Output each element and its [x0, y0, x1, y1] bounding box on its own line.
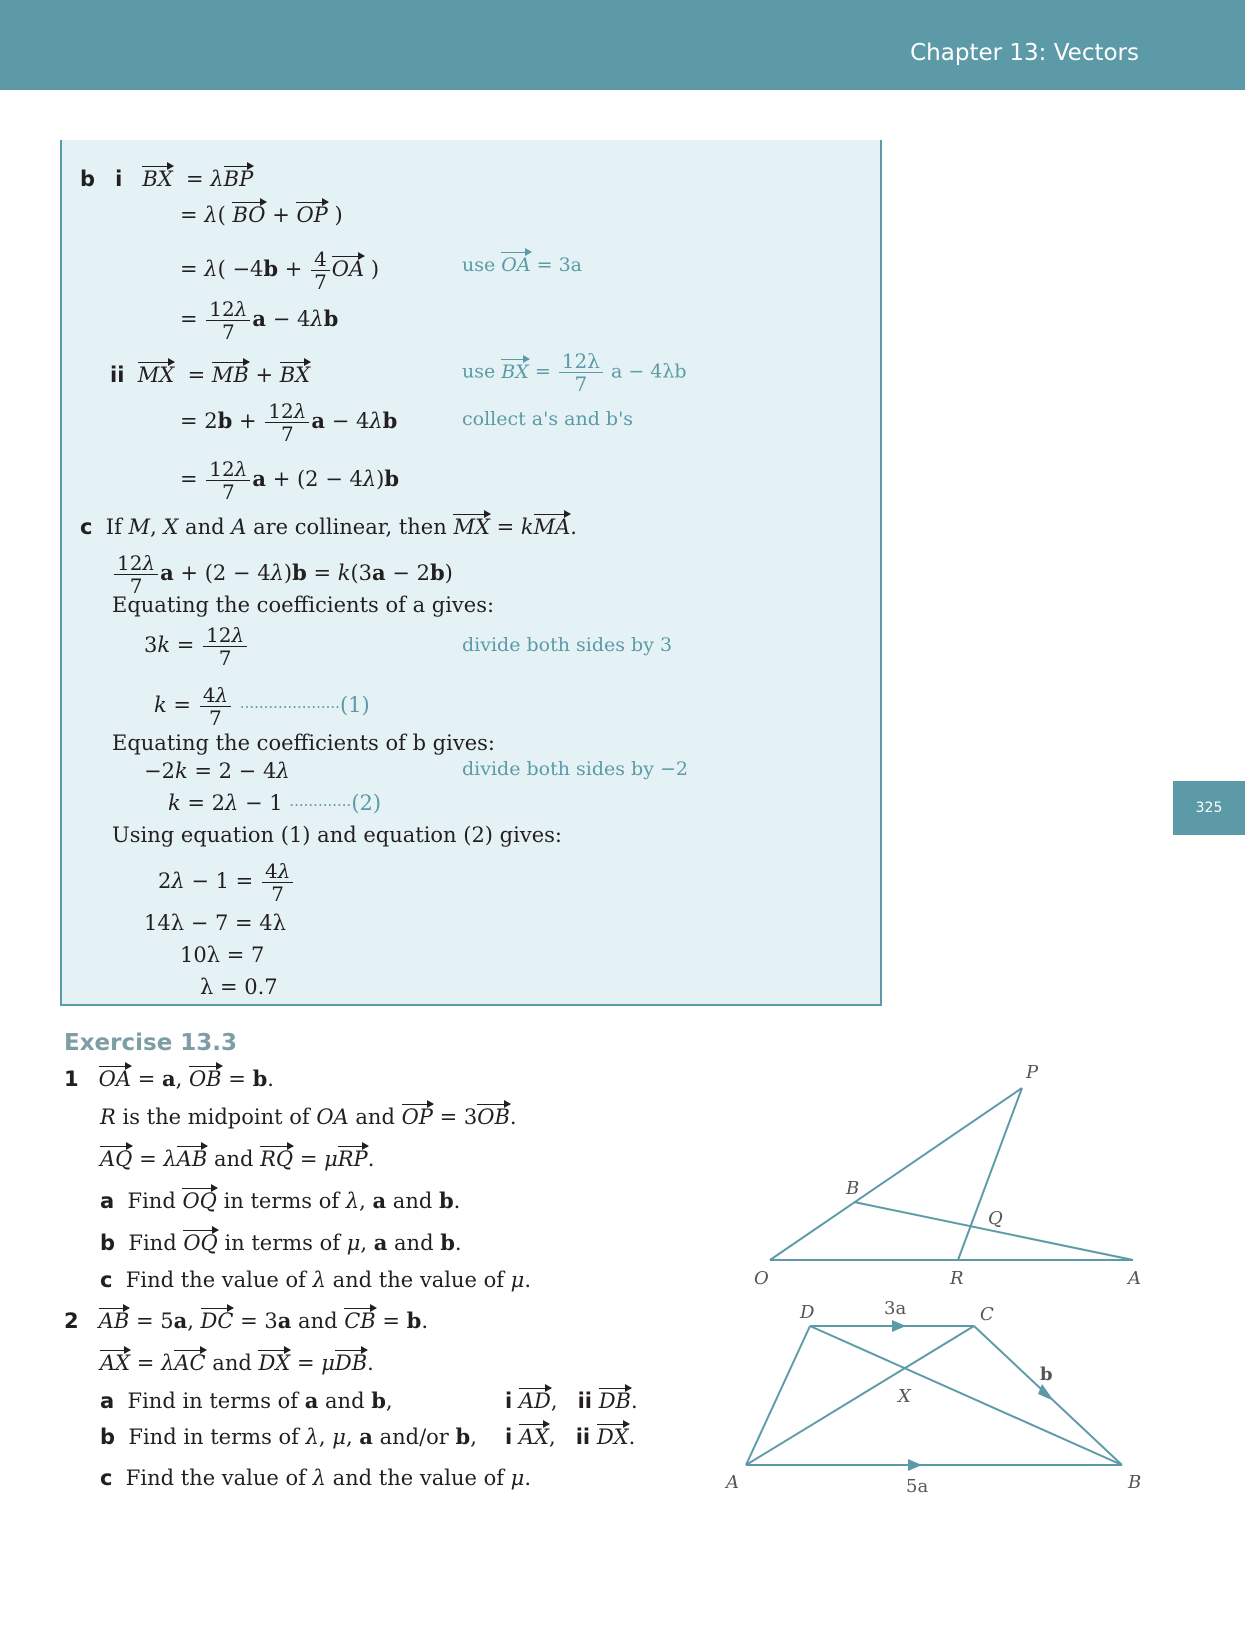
q2-number: 2 — [64, 1309, 79, 1333]
q2-a: a Find in terms of a and b, — [100, 1388, 393, 1413]
line-ac — [746, 1326, 974, 1465]
q2-b-parts: i AX, ii DX. — [505, 1425, 636, 1449]
note-use-oa: use OA = 3a — [462, 254, 583, 276]
q2-a-parts: i AD, ii DB. — [505, 1389, 638, 1413]
equating-a-text: Equating the coefficients of a gives: — [112, 593, 495, 617]
label-a: A — [726, 1472, 739, 1493]
label-b: B — [1128, 1472, 1142, 1493]
q1-line2: R is the midpoint of OA and OP = 3OB. — [100, 1105, 517, 1129]
arrow-ab — [908, 1459, 922, 1471]
q1-a: a Find OQ in terms of λ, a and b. — [100, 1188, 461, 1213]
q2-b: b Find in terms of λ, μ, a and/or b, — [100, 1424, 477, 1449]
chapter-header — [0, 0, 1245, 90]
eq-k-2: k = 2λ − 1 ·············(2) — [168, 791, 382, 815]
q1-line1: 1 OA = a, OB = b. — [64, 1066, 274, 1091]
label-a: A — [1128, 1268, 1141, 1289]
equating-b-text: Equating the coefficients of b gives: — [112, 731, 495, 755]
arrow-cb — [1038, 1384, 1054, 1401]
label-b-ii: ii — [110, 363, 125, 387]
eq-final-1: 14λ − 7 = 4λ — [144, 911, 286, 935]
diagram-trapezium-abcd — [720, 1290, 1160, 1510]
line-db — [810, 1326, 1122, 1465]
q1-number: 1 — [64, 1067, 79, 1091]
q1-b: b Find OQ in terms of μ, a and b. — [100, 1230, 462, 1255]
page-number: 325 — [1173, 781, 1245, 835]
label-d: D — [800, 1302, 815, 1323]
label-p: P — [1026, 1062, 1039, 1083]
label-c: C — [980, 1304, 994, 1325]
diagram-triangle-opa — [740, 1050, 1160, 1290]
q2-line1: 2 AB = 5a, DC = 3a and CB = b. — [64, 1308, 429, 1333]
arrow-dc — [892, 1320, 906, 1332]
part-b-i-line3: = λ( −4b + $\frac{4}{7}$ OA ) — [180, 247, 380, 294]
eq1-tag: (1) — [339, 693, 370, 717]
note-collect: collect a's and b's — [462, 408, 634, 430]
q2-c: c Find the value of λ and the value of μ. — [100, 1466, 532, 1490]
using-equations-text: Using equation (1) and equation (2) gives: — [112, 823, 562, 847]
part-b-ii-line2: = 2b + $\frac{12\lambda}{7}$ a − 4λb — [180, 399, 398, 446]
chapter-title: Chapter 13: Vectors — [910, 40, 1139, 66]
label-r: R — [950, 1268, 964, 1289]
eq-neg2k: −2k = 2 − 4λ — [144, 759, 290, 783]
label-b: B — [846, 1178, 860, 1199]
eq-final-3: λ = 0.7 — [200, 975, 278, 999]
part-b-i-line4: = $\frac{12\lambda}{7}$ a − 4λb — [180, 297, 339, 344]
q2-line2: AX = λAC and DX = μDB. — [100, 1351, 374, 1375]
label-c: c — [80, 515, 93, 539]
eq2-tag: (2) — [351, 791, 382, 815]
eq-k-1: k = $\frac{4\lambda}{7}$ ·····················(1) — [154, 683, 370, 730]
label-5a: 5a — [906, 1476, 929, 1497]
part-b-ii-line1: ii MX = MB + BX — [110, 363, 311, 387]
q1-c: c Find the value of λ and the value of μ. — [100, 1268, 532, 1292]
note-divide-3: divide both sides by 3 — [462, 634, 673, 656]
line-op — [770, 1088, 1022, 1260]
part-c-intro: c If M, X and A are collinear, then MX = kMA. — [80, 515, 577, 539]
exercise-title: Exercise 13.3 — [64, 1030, 238, 1056]
note-divide-neg2: divide both sides by −2 — [462, 758, 688, 780]
note-use-bx: use BX = $\frac{12\lambda}{7}$ a − 4λb — [462, 349, 687, 396]
eq-2lambda: 2λ − 1 = $\frac{4\lambda}{7}$ — [158, 860, 295, 905]
label-b-i: i — [115, 167, 123, 191]
q1-line3: AQ = λAB and RQ = μRP. — [100, 1147, 375, 1171]
eq-3k: 3k = $\frac{12\lambda}{7}$ — [144, 624, 249, 669]
label-x: X — [898, 1386, 911, 1407]
label-q: Q — [988, 1208, 1003, 1229]
eq-final-2: 10λ = 7 — [180, 943, 265, 967]
part-b-i-line2: = λ( BO + OP ) — [180, 203, 343, 227]
label-b-vec: b — [1040, 1364, 1053, 1385]
label-o: O — [754, 1268, 769, 1289]
label-3a: 3a — [884, 1298, 907, 1319]
part-b-i-line1: b i BX = λBP — [80, 167, 254, 191]
label-b: b — [80, 167, 96, 191]
line-ad — [746, 1326, 810, 1465]
part-c-equation: $\frac{12\lambda}{7}$ a + (2 − 4λ)b = k(3a − 2b) — [112, 552, 453, 597]
part-b-ii-line3: = $\frac{12\lambda}{7}$ a + (2 − 4λ)b — [180, 457, 400, 504]
